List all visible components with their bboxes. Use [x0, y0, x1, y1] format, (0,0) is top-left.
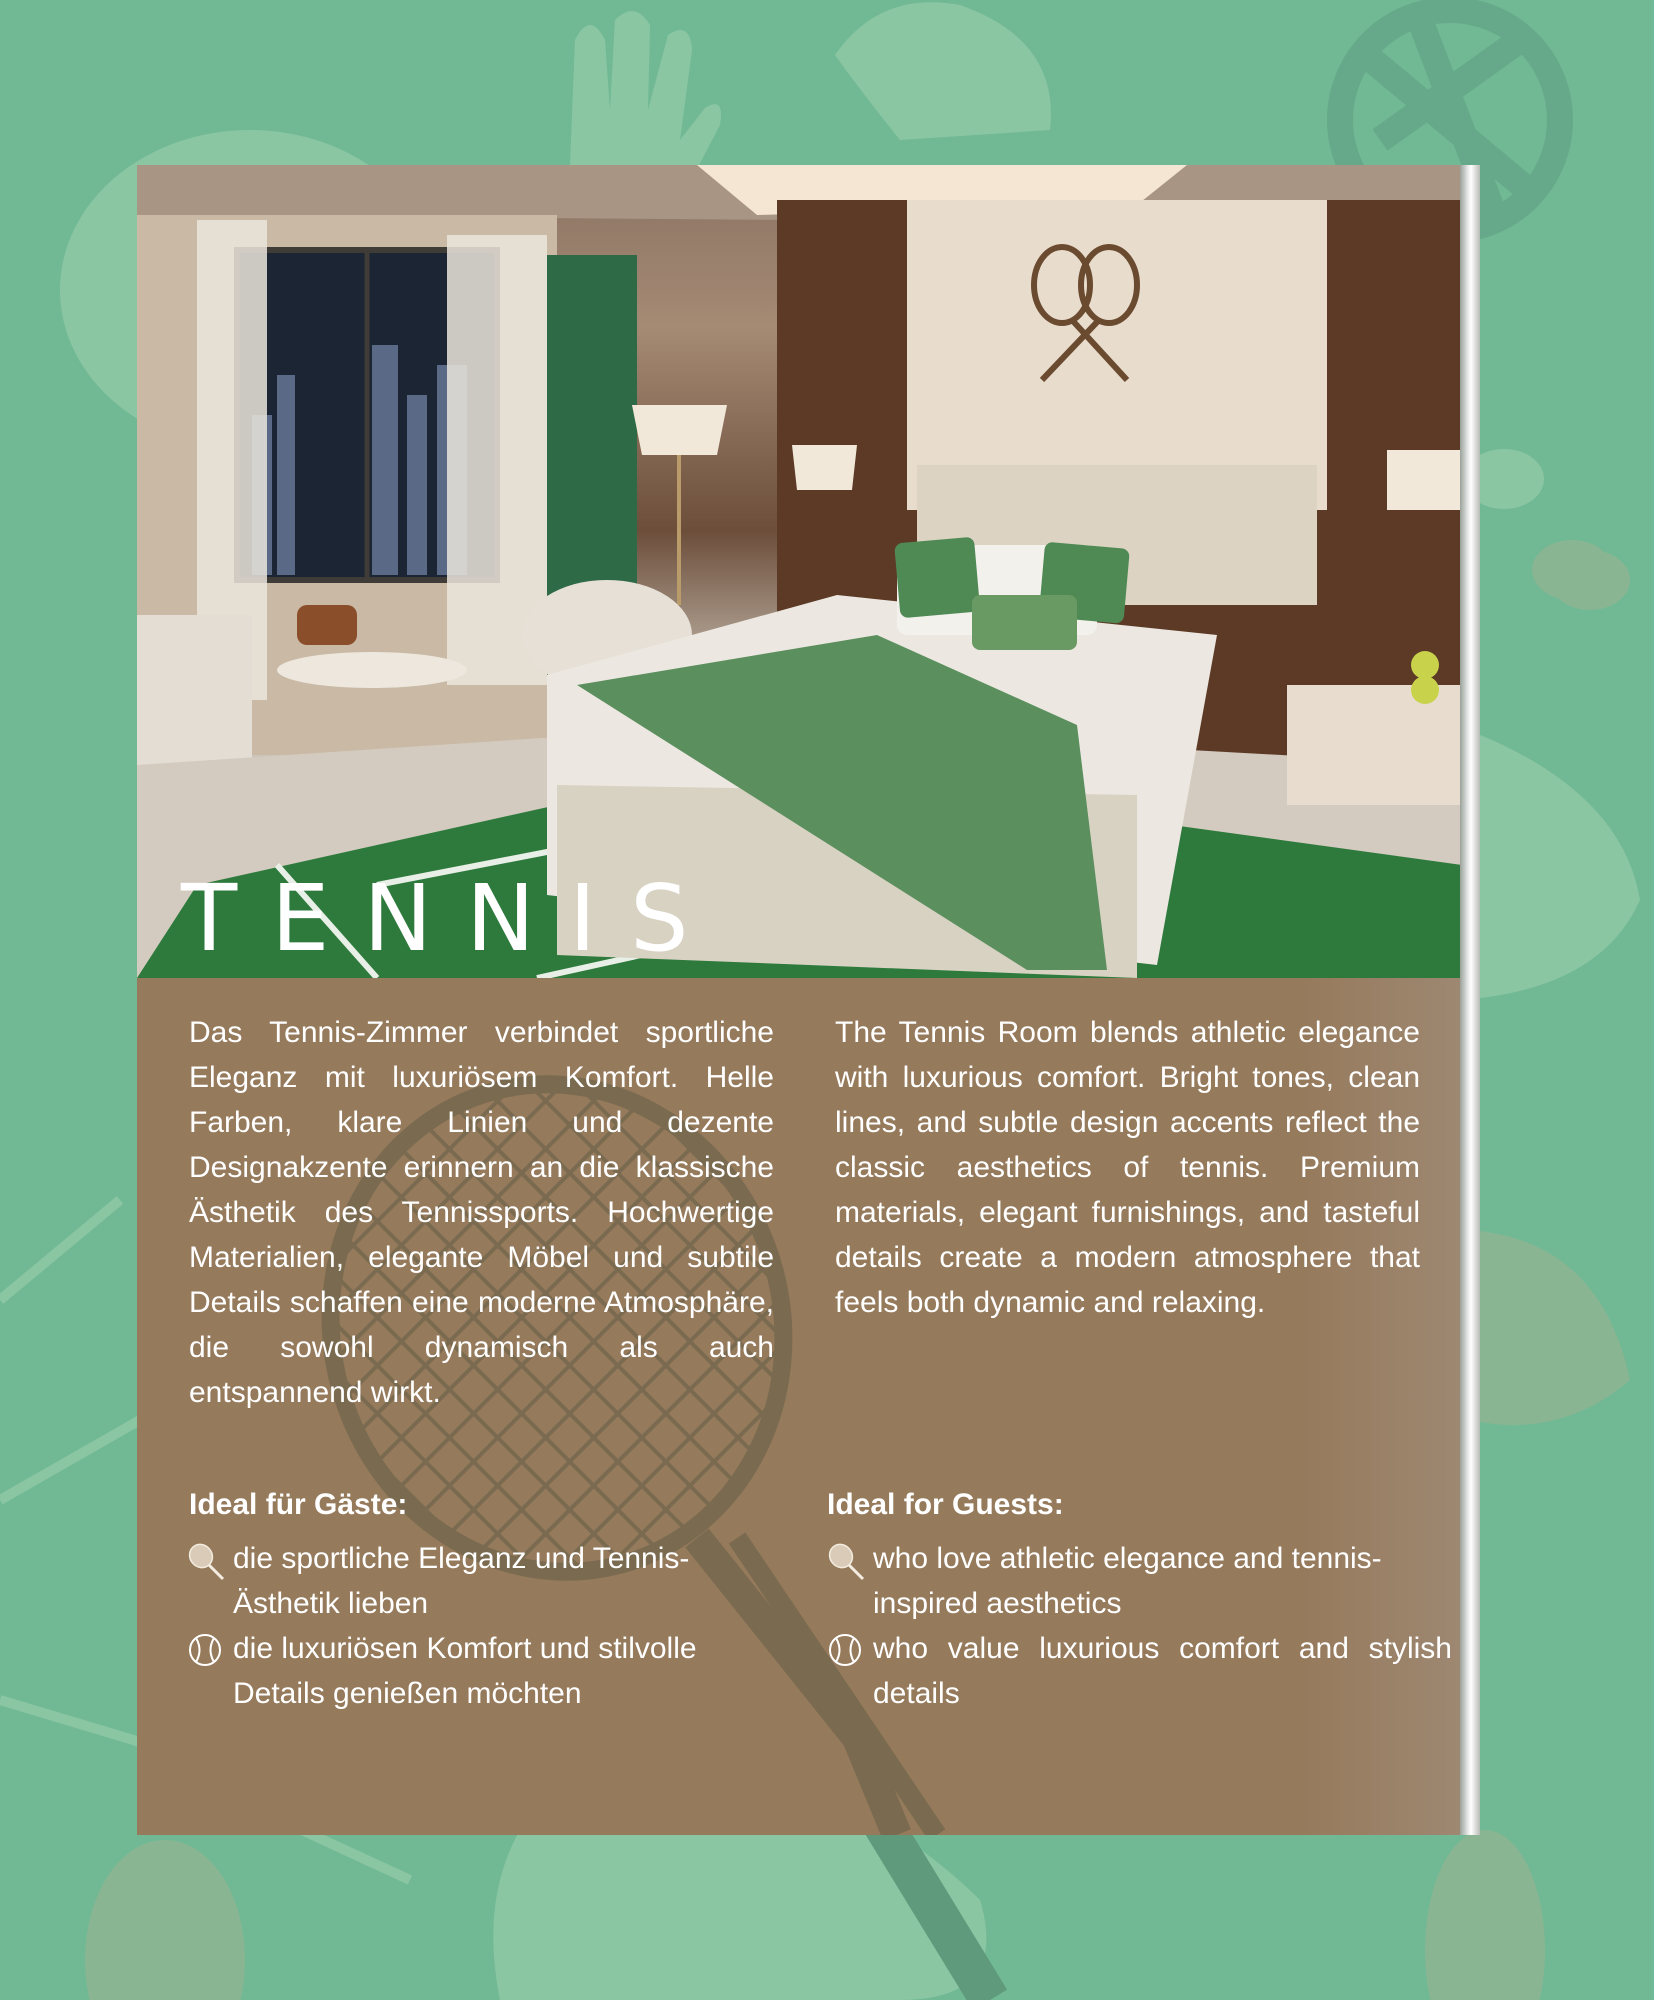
room-card [137, 165, 1480, 1835]
description-en: The Tennis Room blends athletic elegance with luxurious comfort. Bright tones, clean lines, and subtle design accents reflect the classic aesthetics of tennis. Premium materials, elegant furnishings, and tasteful details create a modern atmosphere that feels both dynamic and relaxing. [835, 1016, 1420, 1319]
room-photo [137, 165, 1462, 978]
page-edge-divider [1460, 165, 1480, 1835]
list-item: who value luxurious comfort and stylish details [827, 1626, 1452, 1716]
tennis-ball-icon [827, 1626, 873, 1681]
list-item: who love athletic elegance and tennis-inspired aesthetics [827, 1536, 1452, 1626]
list-item: die sportliche Eleganz und Tennis-Ästhetik lieben [187, 1536, 777, 1626]
tennis-racket-icon [827, 1536, 873, 1595]
ideal-list-de [187, 1536, 777, 1716]
list-item: die luxuriösen Komfort und stilvolle Details genießen möchten [187, 1626, 777, 1716]
tennis-ball-icon [187, 1626, 233, 1681]
ideal-heading-en: Ideal for Guests: [827, 1488, 1064, 1521]
ideal-list-en [827, 1536, 1452, 1716]
ideal-heading-de: Ideal für Gäste: [189, 1488, 408, 1521]
tennis-racket-icon [187, 1536, 233, 1595]
room-title: TENNIS [181, 865, 723, 972]
description-de: Das Tennis-Zimmer verbindet sportliche Eleganz mit luxuriösem Komfort. Helle Farben, klare Linien und dezente Designakzente erinnern an die klassische Ästhetik des Tennissports. Hochwertige Materialien, elegante Möbel und subtile Details schaffen eine moderne Atmosphäre, die sowohl dynamisch als auch entspannend wirkt. [189, 1016, 774, 1409]
description-panel [137, 978, 1462, 1835]
